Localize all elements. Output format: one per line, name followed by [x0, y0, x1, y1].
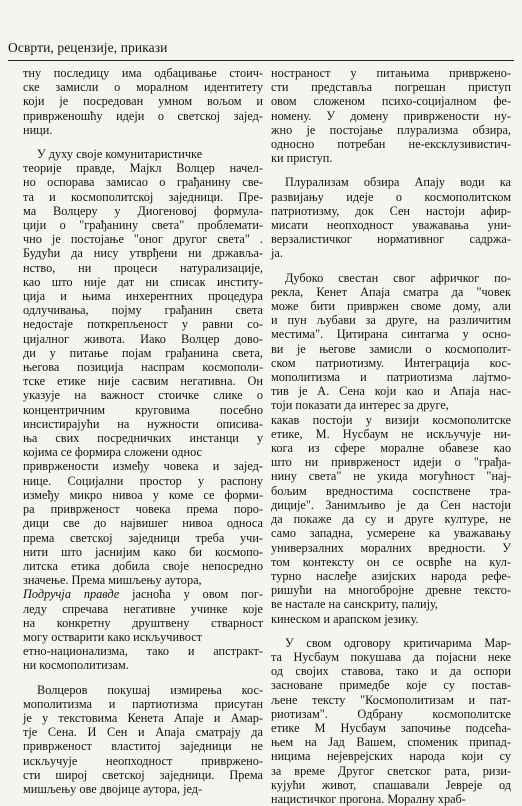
text-line: могу остварити како искључивост [23, 629, 203, 644]
text-line: љене тексту "Космополитизам и пат- [271, 692, 511, 707]
text-line: номену. У домену привржености ну- [271, 108, 511, 123]
text-line: ском патриотизму. Интеграција кос- [271, 355, 511, 370]
text-line: приврженост властитој заједници не [23, 739, 263, 754]
text-line: сти широј светској заједници. Према [23, 767, 263, 782]
text-line: та Нусбаум покушава да појасни неке [271, 649, 511, 664]
text-line: сти представља погрешан приступ [271, 80, 511, 95]
text-line: концентричним круговима посебно [23, 402, 263, 417]
text-line: жно је постојање плурализма обзира, [271, 122, 511, 137]
text-line: диције". Занимљиво је да Сен настоји [271, 497, 511, 512]
text-line: нство, ни процеси натурализације, [23, 260, 263, 275]
text-line: само западна, усмерене ка уважавању [271, 526, 511, 541]
text-line: местима". Цитирана синтагма у осно- [271, 327, 511, 342]
text-line: је у текстовима Кенета Апаје и Амар- [23, 710, 263, 725]
text-line: ностраност у питањима привржено- [271, 66, 511, 80]
header-rule [8, 60, 514, 61]
text-line: верзалистичког нормативног садржа- [271, 232, 511, 247]
text-line: кинеском и арапском језику. [271, 611, 419, 626]
text-line: Будући да нису утврђени ни државља- [23, 246, 263, 261]
text-line: да покаже да су и друге културе, не [271, 512, 511, 527]
text-line: указује на важност стоичке слике о [23, 388, 263, 403]
text-line-rest: јасноћа у овом пог- [119, 587, 263, 602]
text-line: ма Волцеру у Диогеновој формула- [23, 203, 263, 218]
text-line: У духу своје комунитаристичке [37, 147, 203, 162]
text-line: засноване примедбе које су постав- [271, 678, 511, 693]
text-line: том контексту он се осврће на кул- [271, 554, 511, 569]
text-line: универзалних моралних вредности. У [271, 540, 511, 555]
text-line: ришући на многобројне древне тексто- [271, 583, 511, 598]
text-line: што ни приврженост идеји о "грађа- [271, 455, 511, 470]
text-line: мишљењу ове двојице аутора, јед- [23, 781, 203, 796]
text-line: инсистирајући на нужности описива- [23, 416, 263, 431]
text-line: приврженошћу идеји о светској зајед- [23, 108, 263, 123]
text-line: цији о "грађанину света" проблемати- [23, 218, 263, 233]
text-line: којима се формира сложени однос [23, 445, 202, 460]
text-line: Дубоко свестан свог афричког по- [285, 270, 511, 285]
text-line: леду спречава негативне учинке које [23, 601, 263, 616]
text-line: какав постоји у визији космополитске [271, 412, 511, 427]
text-line: ција и њима инхерентних процедура [23, 289, 263, 304]
text-line: ки приступ. [271, 151, 333, 166]
text-line: привржености између човека и зајед- [23, 459, 263, 474]
text-line: значење. Према мишљењу аутора, [23, 573, 202, 588]
text-line: дици све до највишег нивоа односа [23, 516, 263, 531]
text-line: тну последицу има одбацивање стоич- [23, 66, 263, 80]
text-line: недостаје поткрепљеност у равни со- [23, 317, 263, 332]
text-line: може бити привржен своме дому, али [271, 299, 511, 314]
paragraph-gap [271, 261, 511, 271]
text-line: мополитизма и партиотизма присутан [23, 696, 263, 711]
text-line: риотизам". Одбрану космополитске [271, 706, 511, 721]
text-line: развијању идеје о космополитском [271, 189, 511, 204]
text-line: тске етике није сасвим негативна. Он [23, 374, 263, 389]
text-line: овом сложеном психо-социјалном фе- [271, 94, 511, 109]
text-line: етике М Нусбаум започиње подсећа- [271, 720, 511, 735]
text-line: теорије правде, Мајкл Волцер начел- [23, 161, 263, 176]
text-line: та и космополитској заједници. Пре- [23, 189, 263, 204]
text-line: нину света" не укида могућност "нај- [271, 469, 511, 484]
text-line: односно потребан не-ексклузивистич- [271, 137, 511, 152]
text-line: тоји показати да интерес за друге, [271, 398, 449, 413]
text-line-italic-title [23, 587, 263, 601]
text-line: ви је његове замисли о космополит- [271, 341, 511, 356]
text-line: чно је постојање "оног другог света" . [23, 232, 263, 247]
text-line: ња свих посредничких инстанци у [23, 431, 263, 446]
text-line: мисати неопходност уважавања уни- [271, 218, 511, 233]
text-line: тив је А. Сена који као и Апаја нас- [271, 384, 511, 399]
paragraph-gap [271, 165, 511, 175]
text-line: на конкретну друштвену стварност [23, 615, 263, 630]
text-line: који је посредован умном вољом и [23, 94, 263, 109]
running-title: Осврти, рецензије, прикази [8, 40, 168, 55]
text-line: нице. Социјални простор у распону [23, 473, 263, 488]
text-line: Плурализам обзира Апају води ка [285, 175, 511, 190]
text-line: цијалног живота. Иако Волцер дово- [23, 331, 263, 346]
text-line: према светској заједници треба учи- [23, 530, 263, 545]
text-line: ве настале на санскриту, палију, [271, 597, 438, 612]
text-line: између микро нивоа у коме се форми- [23, 487, 263, 502]
text-line: ске замисли о моралном идентитету [23, 80, 263, 95]
text-line: тје Сена. И Сен и Апаја сматрају да [23, 725, 263, 740]
text-line: за време Другог светског рата, ризи- [271, 763, 511, 778]
text-line: но оспорава замисао о грађанину све- [23, 175, 263, 190]
text-line: бољим вредностима соспствене тра- [271, 483, 511, 498]
text-line: литска етика добила своје непосредно [23, 558, 263, 573]
text-line: етно-национализма, тако и апстракт- [23, 644, 263, 659]
paragraph-gap [23, 673, 263, 683]
book-title-italic: Подручја правде [23, 587, 120, 602]
text-line: од својих ставова, тако и да оспори [271, 664, 511, 679]
text-line: рекла, Кенет Апаја сматра да "човек [271, 284, 511, 299]
paragraph-gap [271, 626, 511, 636]
text-line: У свом одговору критичарима Мар- [285, 635, 511, 650]
paragraph-gap [23, 137, 263, 147]
text-line: његова позиција наспрам космополи- [23, 360, 263, 375]
text-line: ра приврженост човека према поро- [23, 502, 263, 517]
text-line: нити што јаснијим како би космопо- [23, 544, 263, 559]
text-line: турно наслеђе азијских народа рефе- [271, 568, 511, 583]
text-line: нацистичког прогона. Моралну храб- [271, 791, 466, 806]
text-line: њем на Јад Вашем, споменик припад- [271, 735, 511, 750]
text-line: ници. [23, 122, 53, 137]
text-line: и пун љубави за друге, на различитим [271, 313, 511, 328]
text-line: ницима нејеврејских народа који су [271, 749, 511, 764]
text-line: као што није дат ни списак институ- [23, 274, 263, 289]
text-line: ди у питање појам грађанина света, [23, 345, 263, 360]
text-line: ја. [271, 246, 283, 261]
text-line: ни космополитизам. [23, 658, 129, 673]
text-line: одлучивања, појму грађанин света [23, 303, 263, 318]
left-column [23, 66, 263, 796]
text-line: кога из сфере моралне обавезе као [271, 441, 511, 456]
right-column [271, 66, 511, 806]
text-line: етике, М. Нусбаум не искључује ни- [271, 426, 511, 441]
text-line: Волцеров покушај измирења кос- [37, 682, 263, 697]
text-line: кујући живот, спашавали Јевреје од [271, 777, 511, 792]
text-line: патриотизму, док Сен настоји афир- [271, 203, 511, 218]
text-line: мополитизма и патриотизма лајтмо- [271, 370, 511, 385]
text-line: искључује неопходност привржено- [23, 753, 263, 768]
